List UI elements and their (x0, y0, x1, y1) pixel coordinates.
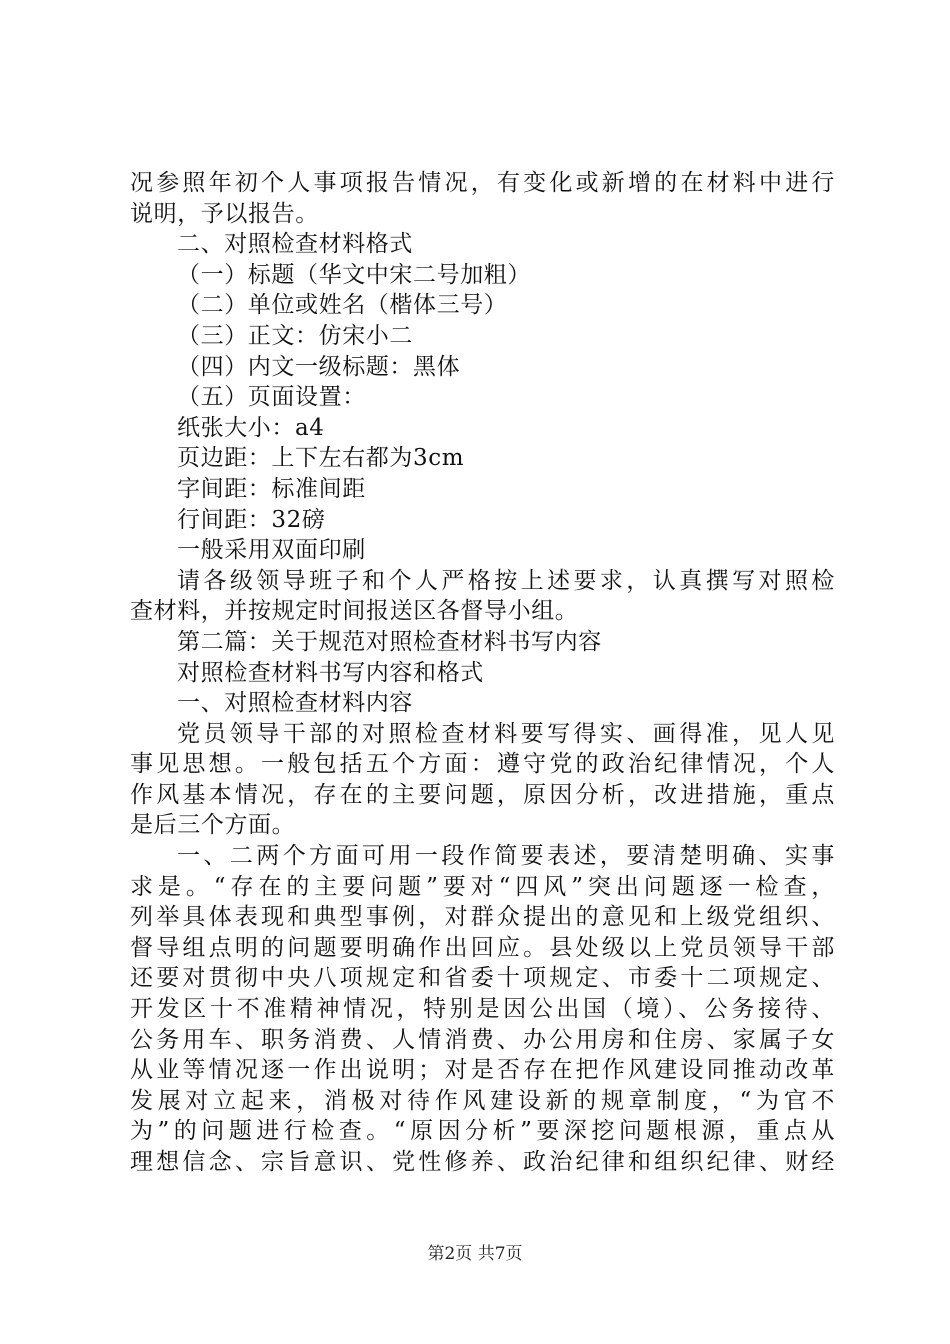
document-line: （二）单位或姓名（楷体三号） (177, 292, 508, 319)
document-line: （三）正文：仿宋小二 (177, 322, 413, 349)
document-line: 党员领导干部的对照检查材料要写得实、画得准，见人见 (177, 720, 835, 747)
document-line: 是后三个方面。 (130, 812, 296, 839)
document-line: （一）标题（华文中宋二号加粗） (177, 261, 531, 288)
document-line: 理想信念、宗旨意识、党性修养、政治纪律和组织纪律、财经 (130, 1149, 835, 1175)
document-line: 求是。“存在的主要问题”要对“四风”突出问题逐一检查， (130, 873, 835, 900)
document-line: 页边距：上下左右都为3cm (177, 445, 465, 472)
document-line: 公务用车、职务消费、人情消费、办公用房和住房、家属子女 (130, 1026, 835, 1053)
document-line: 纸张大小：a4 (177, 414, 325, 441)
document-line: 一、二两个方面可用一段作简要表述，要清楚明确、实事 (177, 843, 835, 870)
document-line: 列举具体表现和典型事例，对群众提出的意见和上级党组织、 (130, 904, 835, 931)
document-line: 说明，予以报告。 (130, 200, 319, 227)
document-body (130, 168, 835, 1178)
document-line: 事见思想。一般包括五个方面：遵守党的政治纪律情况，个人 (130, 751, 835, 778)
document-line: 一、对照检查材料内容 (177, 690, 413, 717)
document-line: 从业等情况逐一作出说明；对是否存在把作风建设同推动改革 (130, 1057, 835, 1084)
document-line: 况参照年初个人事项报告情况，有变化或新增的在材料中进行 (130, 170, 835, 196)
document-line: 开发区十不准精神情况，特别是因公出国（境）、公务接待、 (130, 996, 835, 1023)
page-footer: 第2页 共7页 (427, 1244, 523, 1264)
document-line: 查材料，并按规定时间报送区各督导小组。 (130, 598, 579, 625)
document-line: 字间距：标准间距 (177, 475, 366, 502)
document-line: 行间距：32磅 (177, 506, 326, 533)
document-line: 为”的问题进行检查。“原因分析”要深挖问题根源，重点从 (130, 1118, 835, 1145)
document-line: 对照检查材料书写内容和格式 (177, 659, 484, 686)
document-line: 督导组点明的问题要明确作出回应。县处级以上党员领导干部 (130, 934, 835, 961)
document-line: 作风基本情况，存在的主要问题，原因分析，改进措施，重点 (130, 781, 835, 808)
document-line: 还要对贯彻中央八项规定和省委十项规定、市委十二项规定、 (130, 965, 835, 992)
document-line: （五）页面设置： (177, 384, 366, 411)
document-line: 请各级领导班子和个人严格按上述要求，认真撰写对照检 (177, 567, 835, 594)
document-line: （四）内文一级标题：黑体 (177, 353, 461, 380)
document-line: 第二篇：关于规范对照检查材料书写内容 (177, 628, 602, 655)
document-line: 发展对立起来，消极对待作风建设新的规章制度，“为官不 (130, 1087, 835, 1114)
document-line: 二、对照检查材料格式 (177, 231, 413, 258)
document-line: 一般采用双面印刷 (177, 537, 366, 564)
